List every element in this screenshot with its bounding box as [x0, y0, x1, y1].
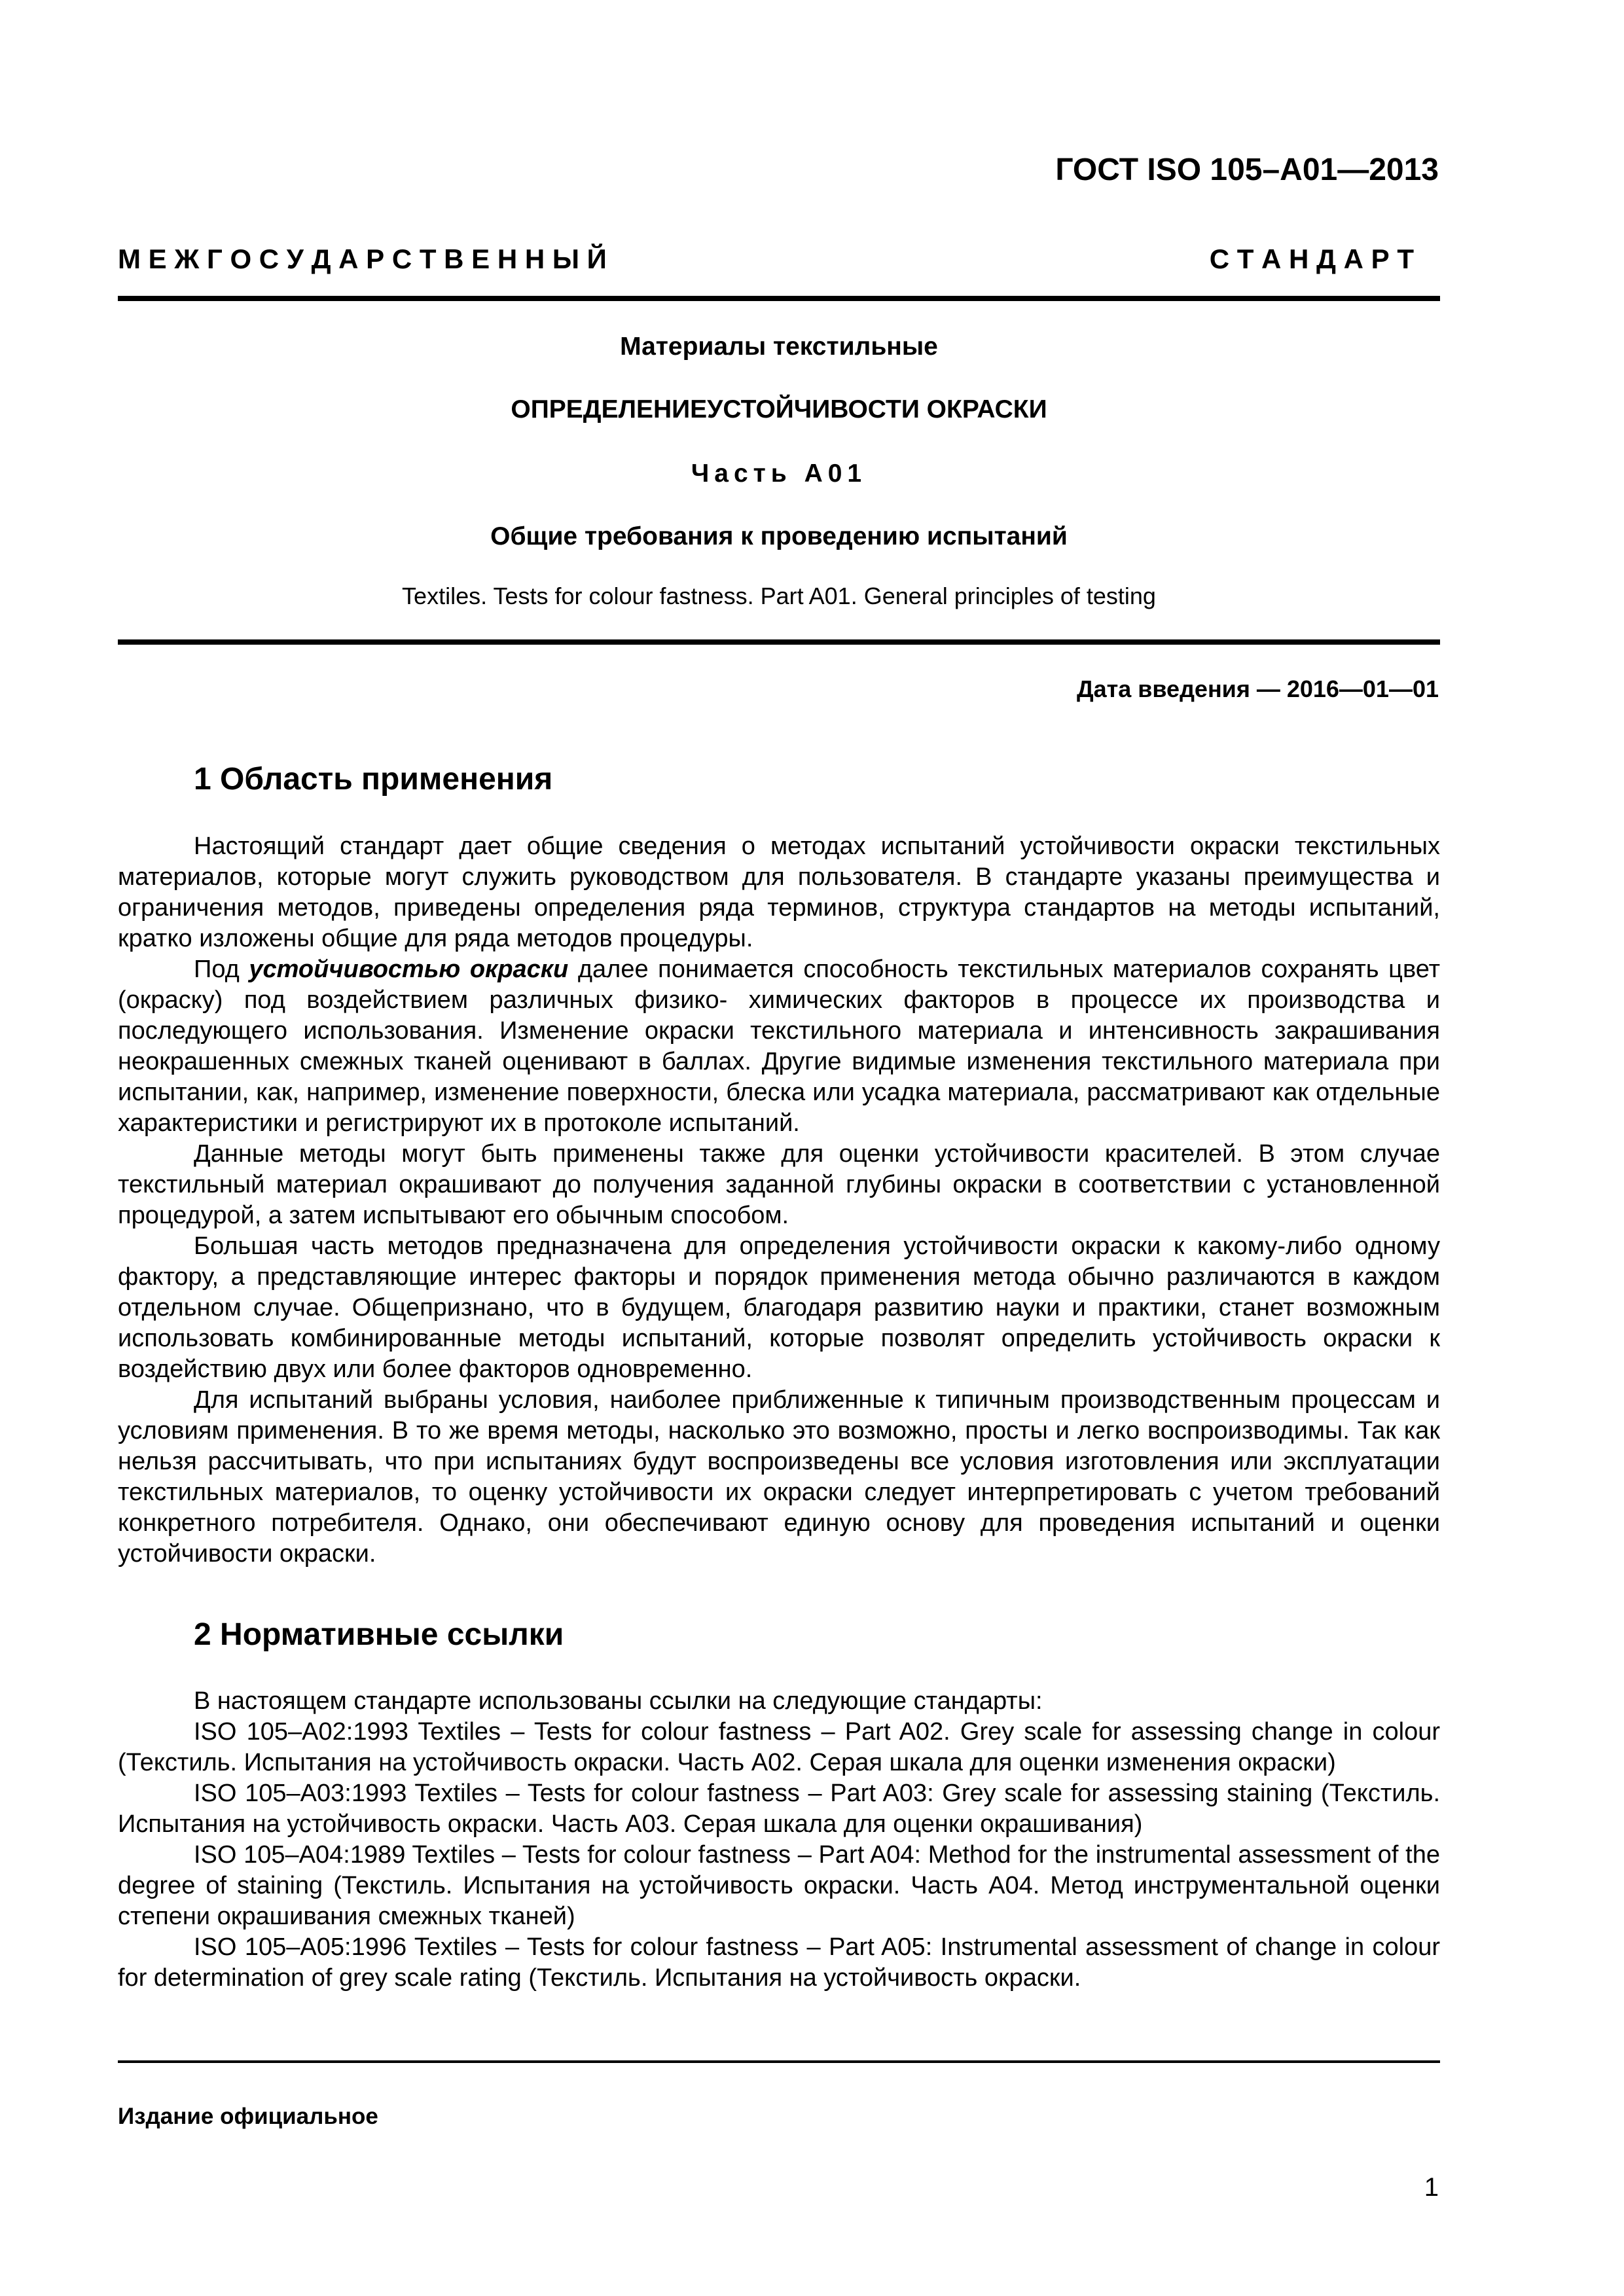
paragraph: Для испытаний выбраны условия, наиболее приближенные к типичным производственным процессам и условиям применения. В то же время методы, насколько это возможно, просты и легко воспроизводимы. Так как нельзя рассчитывать, что при испытаниях будут воспроизведены все условия изготовления или эксплуатации текстильных материалов, то оценку устойчивости их окраски следует интерпретировать с учетом требований конкретного потребителя. Однако, они обеспечивают единую основу для проведения испытаний и оценки устойчивости окраски. — [118, 1386, 1440, 1568]
paragraph-rest: далее понимается способность текстильных материалов сохранять цвет (окраску) под воздействием различных физико- химических факторов в процессе их производства и последующего использования. Изменение окраски текстильного материала и интенсивность закрашивания неокрашенных смежных тканей оценивают в баллах. Другие видимые изменения текстильного материала при испытании, как, например, изменение поверхности, блеска или усадка материала, рассматривают как отдельные характеристики и регистрируют их в протоколе испытаний. — [118, 956, 1440, 1137]
title-divider — [118, 639, 1440, 645]
english-title: Textiles. Tests for colour fastness. Part A01. General principles of testing — [402, 583, 1156, 609]
section-1-body — [118, 831, 1440, 1570]
top-divider — [118, 296, 1440, 301]
section-1-heading: 1 Область применения — [194, 762, 553, 797]
paragraph: В настоящем стандарте использованы ссылки на следующие стандарты: — [194, 1687, 1043, 1715]
paragraph — [118, 954, 1440, 1139]
defined-term: устойчивостью окраски — [249, 956, 569, 983]
footer-divider — [118, 2060, 1440, 2063]
reference-item: ISO 105–A02:1993 Textiles – Tests for colour fastness – Part A02. Grey scale for assessing change in colour (Текстиль. Испытания на устойчивость окраски. Часть А02. Серая шкала для оценки изменения окраски) — [118, 1718, 1440, 1776]
main-title: ОПРЕДЕЛЕНИЕУСТОЙЧИВОСТИ ОКРАСКИ — [511, 395, 1047, 423]
interstate-word: М Е Ж Г О С У Д А Р С Т В Е Н Н Ы Й — [118, 243, 607, 274]
reference-item: ISO 105–A03:1993 Textiles – Tests for colour fastness – Part A03: Grey scale for assessing staining (Текстиль. Испытания на устойчивость окраски. Часть А03. Серая шкала для оценки окрашивания) — [118, 1780, 1440, 1838]
paragraph-lead: Под — [194, 956, 249, 983]
section-2-body — [118, 1686, 1440, 1994]
paragraph: Данные методы могут быть применены также для оценки устойчивости красителей. В этом случае текстильный материал окрашивают до получения заданной глубины окраски в соответствии с установленной процедурой, а затем испытывают его обычным способом. — [118, 1140, 1440, 1229]
section-2-heading: 2 Нормативные ссылки — [194, 1617, 564, 1652]
subtitle: Общие требования к проведению испытаний — [490, 522, 1068, 550]
page-number: 1 — [1424, 2173, 1439, 2202]
material-title: Материалы текстильные — [620, 332, 938, 361]
paragraph: Настоящий стандарт дает общие сведения о методах испытаний устойчивости окраски текстильных материалов, которые могут служить руководством для пользователя. В стандарте указаны преимущества и ограничения методов, приведены определения ряда терминов, структура стандартов на методы испытаний, кратко изложены общие для ряда методов процедуры. — [118, 833, 1440, 952]
official-edition-label: Издание официальное — [118, 2104, 378, 2129]
paragraph: Большая часть методов предназначена для определения устойчивости окраски к какому-либо одному фактору, а представляющие интерес факторы и порядок применения метода обычно различаются в каждом отдельном случае. Общепризнано, что в будущем, благодаря развитию науки и практики, станет возможным использовать комбинированные методы испытаний, которые позволят определить устойчивость окраски к воздействию двух или более факторов одновременно. — [118, 1232, 1440, 1383]
part-title: Часть А01 — [691, 459, 867, 488]
standard-word: С Т А Н Д А Р Т — [1209, 243, 1414, 274]
reference-item: ISO 105–A05:1996 Textiles – Tests for colour fastness – Part A05: Instrumental assessment of change in colour for determination of grey scale rating (Текстиль. Испытания на устойчивость окраски. — [118, 1933, 1440, 1992]
introduction-date: Дата введения — 2016—01—01 — [1076, 675, 1439, 702]
document-code: ГОСТ ISO 105–A01—2013 — [1055, 152, 1439, 187]
interstate-standard-heading — [118, 243, 1414, 275]
reference-item: ISO 105–A04:1989 Textiles – Tests for colour fastness – Part A04: Method for the instrumental assessment of the degree of staining (Текстиль. Испытания на устойчивость окраски. Часть А04. Метод инструментальной оценки степени окрашивания смежных тканей) — [118, 1841, 1440, 1930]
